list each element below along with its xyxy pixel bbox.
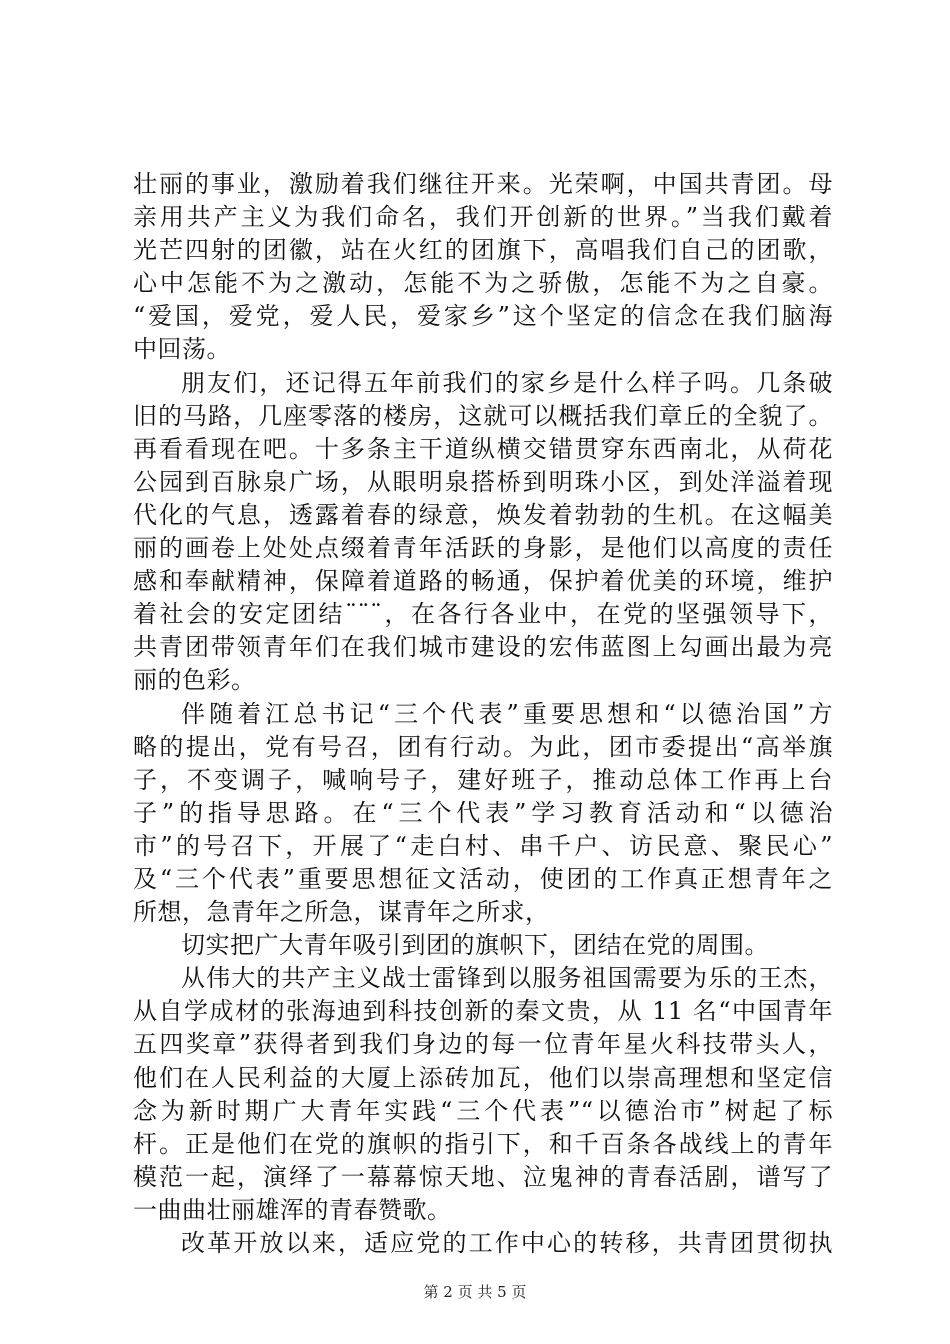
- text-line: 壮丽的事业，激励着我们继往开来。光荣啊，中国共青团。母: [133, 170, 833, 198]
- text-line: 从自学成材的张海迪到科技创新的秦文贵，从 11 名“中国青年: [133, 997, 833, 1026]
- text-line: 伴随着江总书记“三个代表”重要思想和“以德治国”方: [181, 699, 833, 728]
- text-line: 旧的马路，几座零落的楼房，这就可以概括我们章丘的全貌了。: [133, 401, 833, 430]
- text-line: 念为新时期广大青年实践“三个代表”“以德治市”树起了标: [133, 1096, 833, 1125]
- text-line: 子”的指导思路。在“三个代表”学习教育活动和“以德治: [133, 798, 833, 827]
- text-line: 一曲曲壮丽雄浑的青春赞歌。: [133, 1195, 452, 1224]
- text-line: 感和奉献精神，保障着道路的畅通，保护着优美的环境，维护: [133, 567, 833, 596]
- text-line: 改革开放以来，适应党的工作中心的转移，共青团贯彻执: [181, 1229, 833, 1257]
- text-line: 亲用共产主义为我们命名，我们开创新的世界。”当我们戴着: [133, 203, 833, 232]
- text-line: 朋友们，还记得五年前我们的家乡是什么样子吗。几条破: [181, 368, 833, 397]
- document-body: [133, 168, 833, 1260]
- text-line: 从伟大的共产主义战士雷锋到以服务祖国需要为乐的王杰，: [181, 964, 833, 993]
- text-line: 五四奖章”获得者到我们身边的每一位青年星火科技带头人，: [133, 1030, 833, 1059]
- text-line: 及“三个代表”重要思想征文活动，使团的工作真正想青年之: [133, 864, 833, 893]
- text-line: 模范一起，演绎了一幕幕惊天地、泣鬼神的青春活剧，谱写了: [133, 1162, 833, 1191]
- text-line: 丽的画卷上处处点缀着青年活跃的身影，是他们以高度的责任: [133, 534, 833, 563]
- page-footer: 第 2 页 共 5 页: [423, 1283, 527, 1301]
- text-line: 切实把广大青年吸引到团的旗帜下，团结在党的周围。: [181, 931, 769, 960]
- text-line: 中回荡。: [133, 335, 231, 364]
- text-line: 着社会的安定团结¨¨¨，在各行各业中，在党的坚强领导下，: [133, 600, 833, 629]
- text-line: 略的提出，党有号召，团有行动。为此，团市委提出“高举旗: [133, 732, 833, 761]
- text-line: 市”的号召下，开展了“走白村、串千户、访民意、聚民心”: [133, 831, 833, 860]
- text-line: 光芒四射的团徽，站在火红的团旗下，高唱我们自己的团歌，: [133, 236, 833, 265]
- text-line: “爱国，爱党，爱人民，爱家乡”这个坚定的信念在我们脑海: [133, 302, 833, 331]
- text-line: 再看看现在吧。十多条主干道纵横交错贯穿东西南北，从荷花: [133, 434, 833, 463]
- text-line: 心中怎能不为之激动，怎能不为之骄傲，怎能不为之自豪。: [133, 269, 833, 298]
- text-line: 所想，急青年之所急，谋青年之所求，: [133, 898, 550, 927]
- text-line: 他们在人民利益的大厦上添砖加瓦，他们以崇高理想和坚定信: [133, 1063, 833, 1092]
- text-line: 代化的气息，透露着春的绿意，焕发着勃勃的生机。在这幅美: [133, 500, 833, 529]
- text-line: 子，不变调子，喊响号子，建好班子，推动总体工作再上台: [133, 765, 833, 794]
- text-line: 丽的色彩。: [133, 666, 256, 695]
- text-line: 杆。正是他们在党的旗帜的指引下，和千百条各战线上的青年: [133, 1129, 833, 1158]
- text-line: 公园到百脉泉广场，从眼明泉搭桥到明珠小区，到处洋溢着现: [133, 467, 833, 496]
- text-line: 共青团带领青年们在我们城市建设的宏伟蓝图上勾画出最为亮: [133, 633, 833, 662]
